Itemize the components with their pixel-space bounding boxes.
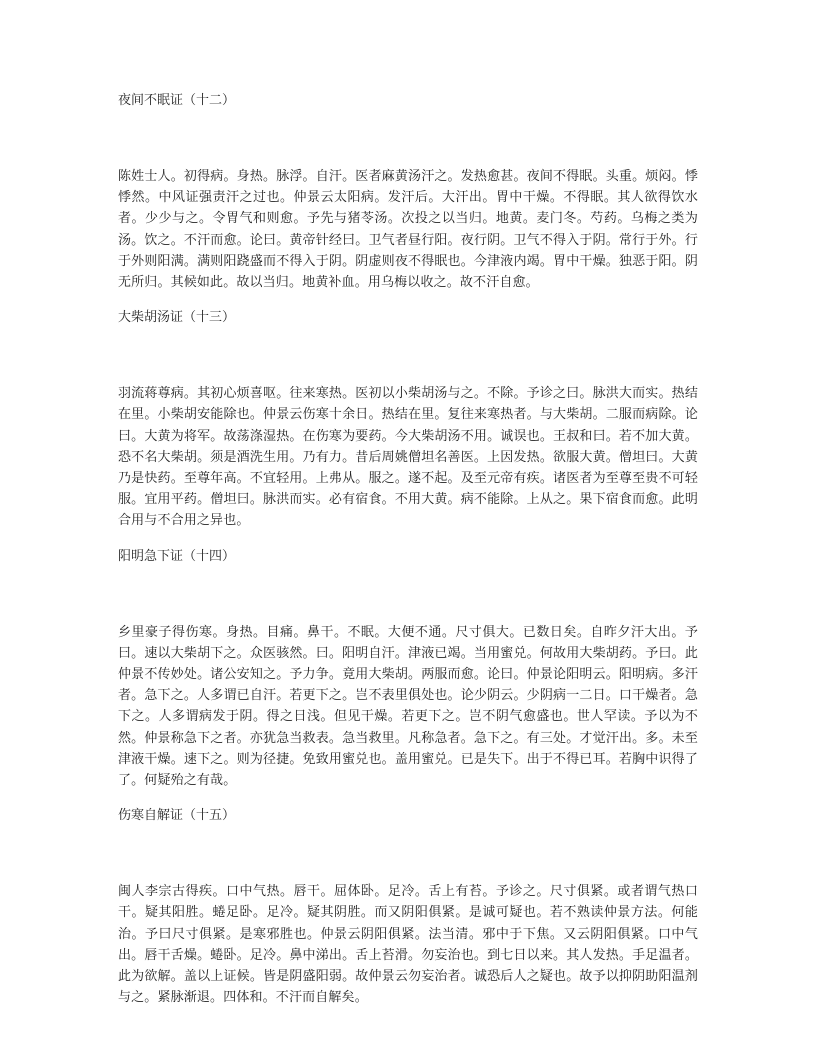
- section-title-12: 夜间不眠证（十二）: [118, 93, 236, 108]
- section-title-14: 阳明急下证（十四）: [118, 548, 236, 564]
- section-body-13: 羽流蒋尊病。其初心烦喜呕。往来寒热。医初以小柴胡汤与之。不除。予诊之曰。脉洪大而实。热结在里。小柴胡安能除也。仲景云伤寒十余日。热结在里。复往来寒热者。与大柴胡。二服而病除。论曰。大黄为将军。故荡涤湿热。在伤寒为要药。今大柴胡汤不用。诚误也。王叔和曰。若不加大黄。恐不名大柴胡。须是酒洗生用。乃有力。昔后周姚僧坦名善医。上因发热。欲服大黄。僧坦曰。大黄乃是快药。至尊年高。不宜轻用。上弗从。服之。遂不起。及至元帝有疾。诸医者为至尊至贵不可轻服。宜用平药。僧坦曰。脉洪而实。必有宿食。不用大黄。病不能除。上从之。果下宿食而愈。此明合用与不合用之异也。: [118, 386, 698, 529]
- section-body-12: 陈姓士人。初得病。身热。脉浮。自汗。医者麻黄汤汗之。发热愈甚。夜间不得眠。头重。烦闷。悸悸然。中风证强责汗之过也。仲景云太阳病。发汗后。大汗出。胃中干燥。不得眠。其人欲得饮水者。少少与之。令胃气和则愈。予先与猪苓汤。次投之以当归。地黄。麦门冬。芍药。乌梅之类为汤。饮之。不汗而愈。论曰。黄帝针经曰。卫气者昼行阳。夜行阴。卫气不得入于阴。常行于外。行于外则阳满。满则阳跷盛而不得入于阴。阴虚则夜不得眠也。今津液内竭。胃中干燥。独恶于阳。阴无所归。其候如此。故以当归。地黄补血。用乌梅以收之。故不汗自愈。: [118, 169, 698, 291]
- section-body-15: 闽人李宗古得疾。口中气热。唇干。屈体卧。足冷。舌上有苔。予诊之。尺寸俱紧。或者谓气热口干。疑其阳胜。蜷足卧。足冷。疑其阴胜。而又阴阳俱紧。是诚可疑也。若不熟读仲景方法。何能治。予曰尺寸俱紧。是寒邪胜也。仲景云阴阳俱紧。法当清。邪中于下焦。又云阴阳俱紧。口中气出。唇干舌燥。蜷卧。足冷。鼻中涕出。舌上苔滑。勿妄治也。到七日以来。其人发热。手足温者。此为欲解。盖以上证候。皆是阴盛阳弱。故仲景云勿妄治者。诚恐后人之疑也。故予以抑阴助阳温剂与之。紧脉渐退。四体和。不汗而自解矣。: [118, 884, 698, 1006]
- section-title-15: 伤寒自解证（十五）: [118, 808, 236, 824]
- section-title-13: 大柴胡汤证（十三）: [118, 310, 236, 326]
- document-page: [118, 90, 698, 1008]
- section-body-14: 乡里豪子得伤寒。身热。目痛。鼻干。不眠。大便不通。尺寸俱大。已数日矣。自昨夕汗大出。予曰。速以大柴胡下之。众医骇然。曰。阳明自汗。津液已竭。当用蜜兑。何故用大柴胡药。予曰。此仲景不传妙处。诸公安知之。予力争。竟用大柴胡。两服而愈。论曰。仲景论阳明云。阳明病。多汗者。急下之。人多谓已自汗。若更下之。岂不表里俱处也。论少阴云。少阴病一二日。口干燥者。急下之。人多谓病发于阴。得之日浅。但见干燥。若更下之。岂不阴气愈盛也。世人罕读。予以为不然。仲景称急下之者。亦犹急当救表。急当救里。凡称急者。急下之。有三处。才觉汗出。多。未至津液干燥。速下之。则为径捷。免致用蜜兑也。盖用蜜兑。已是失下。出于不得已耳。若胸中识得了了。何疑殆之有哉。: [118, 624, 698, 789]
